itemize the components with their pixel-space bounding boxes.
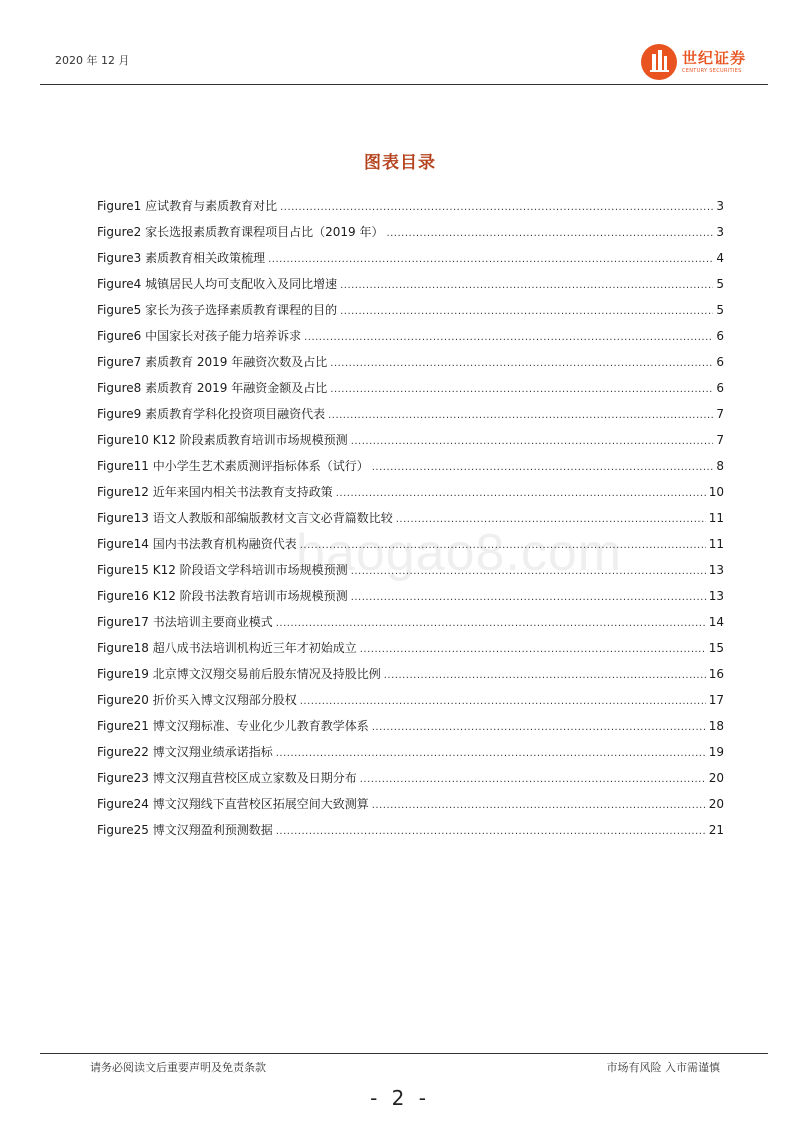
toc-leader-dots (351, 436, 714, 447)
toc-entry-page: 10 (708, 485, 724, 499)
toc-entry-page: 3 (716, 225, 724, 239)
toc-entry-page: 13 (708, 563, 724, 577)
toc-entry-page: 21 (708, 823, 724, 837)
toc-entry[interactable] (97, 223, 724, 249)
toc-leader-dots (384, 670, 706, 681)
toc-entry-label: Figure22 博文汉翔业绩承诺指标 (97, 745, 273, 759)
toc-entry[interactable] (97, 301, 724, 327)
toc-entry-page: 11 (708, 537, 724, 551)
toc-leader-dots (372, 462, 714, 473)
toc-entry-page: 7 (716, 433, 724, 447)
toc-entry-label: Figure2 家长选报素质教育课程项目占比（2019 年） (97, 225, 384, 239)
toc-entry-label: Figure10 K12 阶段素质教育培训市场规模预测 (97, 433, 348, 447)
toc-leader-dots (276, 748, 706, 759)
toc-entry-label: Figure4 城镇居民人均可支配收入及同比增速 (97, 277, 338, 291)
toc-entry[interactable] (97, 275, 724, 301)
toc-leader-dots (304, 332, 713, 343)
toc-entry-page: 6 (716, 329, 724, 343)
toc-leader-dots (280, 202, 713, 213)
toc-entry-label: Figure12 近年来国内相关书法教育支持政策 (97, 485, 333, 499)
toc-leader-dots (300, 696, 706, 707)
logo-emblem-icon (641, 44, 677, 80)
toc-entry[interactable] (97, 769, 724, 795)
toc-entry[interactable] (97, 587, 724, 613)
toc-entry-label: Figure3 素质教育相关政策梳理 (97, 251, 266, 265)
toc-entry-label: Figure19 北京博文汉翔交易前后股东情况及持股比例 (97, 667, 381, 681)
toc-entry[interactable] (97, 327, 724, 353)
toc-entry-page: 5 (716, 277, 724, 291)
toc-entry-page: 11 (708, 511, 724, 525)
header-divider (40, 84, 768, 85)
toc-entry[interactable] (97, 483, 724, 509)
toc-entry-page: 6 (716, 355, 724, 369)
toc-entry-label: Figure7 素质教育 2019 年融资次数及占比 (97, 355, 328, 369)
toc-entry-page: 15 (708, 641, 724, 655)
toc-entry-page: 18 (708, 719, 724, 733)
toc-leader-dots (351, 592, 706, 603)
toc-entry[interactable] (97, 431, 724, 457)
toc-entry-label: Figure6 中国家长对孩子能力培养诉求 (97, 329, 302, 343)
toc-leader-dots (330, 384, 713, 395)
toc-entry-label: Figure18 超八成书法培训机构近三年才初始成立 (97, 641, 357, 655)
page-number: - 2 - (370, 1086, 430, 1110)
toc-title: 图表目录 (364, 153, 436, 173)
toc-leader-dots (268, 254, 713, 265)
toc-entry-label: Figure25 博文汉翔盈利预测数据 (97, 823, 273, 837)
toc-entry-page: 7 (716, 407, 724, 421)
toc-entry-label: Figure16 K12 阶段书法教育培训市场规模预测 (97, 589, 348, 603)
toc-entry-page: 6 (716, 381, 724, 395)
toc-entry[interactable] (97, 639, 724, 665)
toc-entry-label: Figure1 应试教育与素质教育对比 (97, 199, 278, 213)
toc-leader-dots (372, 722, 706, 733)
toc-entry[interactable] (97, 457, 724, 483)
toc-entry-label: Figure21 博文汉翔标准、专业化少儿教育教学体系 (97, 719, 369, 733)
toc-entry[interactable] (97, 405, 724, 431)
toc-entry[interactable] (97, 249, 724, 275)
footer-disclaimer: 请务必阅读文后重要声明及免责条款 (90, 1061, 266, 1074)
toc-entry[interactable] (97, 197, 724, 223)
toc-entry[interactable] (97, 613, 724, 639)
logo-name-cn: 世纪证券 (682, 49, 747, 67)
toc-entry-page: 3 (716, 199, 724, 213)
toc-entry-label: Figure8 素质教育 2019 年融资金额及占比 (97, 381, 328, 395)
watermark: baogao8.com (296, 524, 623, 582)
toc-entry-label: Figure5 家长为孩子选择素质教育课程的目的 (97, 303, 338, 317)
toc-entry[interactable] (97, 665, 724, 691)
toc-entry[interactable] (97, 379, 724, 405)
toc-leader-dots (360, 644, 706, 655)
toc-leader-dots (330, 358, 713, 369)
toc-entry-label: Figure9 素质教育学科化投资项目融资代表 (97, 407, 326, 421)
toc-leader-dots (340, 306, 713, 317)
toc-entry[interactable] (97, 717, 724, 743)
toc-entry-page: 16 (708, 667, 724, 681)
toc-leader-dots (372, 800, 706, 811)
toc-leader-dots (386, 228, 713, 239)
toc-leader-dots (276, 826, 706, 837)
toc-leader-dots (336, 488, 706, 499)
company-logo (641, 42, 761, 82)
toc-entry-page: 14 (708, 615, 724, 629)
toc-list (97, 197, 724, 847)
toc-entry[interactable] (97, 743, 724, 769)
toc-entry-label: Figure11 中小学生艺术素质测评指标体系（试行） (97, 459, 369, 473)
toc-entry-label: Figure15 K12 阶段语文学科培训市场规模预测 (97, 563, 348, 577)
toc-entry-page: 20 (708, 771, 724, 785)
toc-leader-dots (276, 618, 706, 629)
toc-entry-page: 8 (716, 459, 724, 473)
toc-entry-label: Figure23 博文汉翔直营校区成立家数及日期分布 (97, 771, 357, 785)
toc-entry[interactable] (97, 821, 724, 847)
toc-entry-page: 17 (708, 693, 724, 707)
footer-risk-note: 市场有风险 入市需谨慎 (606, 1061, 720, 1074)
toc-entry-page: 13 (708, 589, 724, 603)
toc-entry-label: Figure17 书法培训主要商业模式 (97, 615, 273, 629)
logo-name-en: CENTURY SECURITIES (682, 68, 742, 74)
toc-entry[interactable] (97, 691, 724, 717)
toc-entry[interactable] (97, 795, 724, 821)
toc-leader-dots (360, 774, 706, 785)
toc-entry-page: 4 (716, 251, 724, 265)
toc-leader-dots (340, 280, 713, 291)
toc-entry-page: 20 (708, 797, 724, 811)
toc-entry-label: Figure14 国内书法教育机构融资代表 (97, 537, 297, 551)
toc-entry-page: 5 (716, 303, 724, 317)
toc-leader-dots (328, 410, 713, 421)
toc-entry-label: Figure13 语文人教版和部编版教材文言文必背篇数比较 (97, 511, 393, 525)
footer-divider (40, 1053, 768, 1054)
report-date: 2020 年 12 月 (55, 54, 130, 67)
toc-entry-label: Figure24 博文汉翔线下直营校区拓展空间大致测算 (97, 797, 369, 811)
toc-entry-label: Figure20 折价买入博文汉翔部分股权 (97, 693, 297, 707)
toc-entry[interactable] (97, 353, 724, 379)
toc-entry-page: 19 (708, 745, 724, 759)
